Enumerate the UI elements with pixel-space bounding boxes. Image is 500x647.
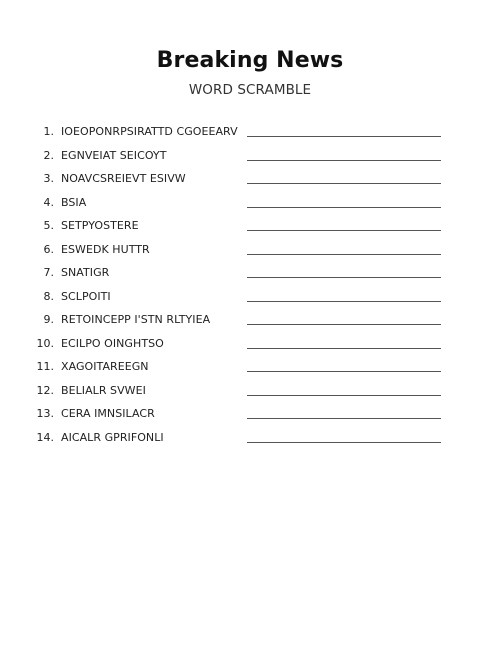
scramble-item <box>30 426 450 450</box>
item-number: 14. <box>36 430 54 444</box>
answer-line <box>247 442 441 443</box>
scrambled-word: CERA IMNSILACR <box>61 407 155 421</box>
scrambled-word: XAGOITAREEGN <box>61 360 149 374</box>
scrambled-word: ECILPO OINGHTSO <box>61 336 164 350</box>
answer-line <box>247 301 441 302</box>
scrambled-word: SNATIGR <box>61 266 110 280</box>
item-number: 11. <box>36 360 54 374</box>
item-number: 6. <box>43 242 54 256</box>
item-number: 4. <box>43 195 54 209</box>
answer-line <box>247 348 441 349</box>
scramble-item <box>30 214 450 238</box>
scrambled-word: SCLPOITI <box>61 289 111 303</box>
answer-line <box>247 183 441 184</box>
page-subtitle: WORD SCRAMBLE <box>188 82 312 98</box>
scrambled-word: BELIALR SVWEI <box>61 383 146 397</box>
scrambled-word: BSIA <box>61 195 87 209</box>
scramble-item <box>30 191 450 215</box>
scramble-item <box>30 167 450 191</box>
item-number: 2. <box>43 148 54 162</box>
answer-line <box>247 160 441 161</box>
item-number: 9. <box>43 313 54 327</box>
scramble-item <box>30 379 450 403</box>
scramble-item <box>30 402 450 426</box>
answer-line <box>247 230 441 231</box>
scramble-item <box>30 261 450 285</box>
item-number: 7. <box>43 266 54 280</box>
answer-line <box>247 418 441 419</box>
scrambled-word: AICALR GPRIFONLI <box>61 430 164 444</box>
answer-line <box>247 136 441 137</box>
page-title: Breaking News <box>156 48 344 73</box>
scramble-item <box>30 120 450 144</box>
item-number: 5. <box>43 219 54 233</box>
scramble-item <box>30 238 450 262</box>
item-number: 8. <box>43 289 54 303</box>
answer-line <box>247 395 441 396</box>
item-number: 3. <box>43 172 54 186</box>
scramble-list <box>30 120 450 449</box>
scrambled-word: ESWEDK HUTTR <box>61 242 150 256</box>
answer-line <box>247 324 441 325</box>
scramble-item <box>30 355 450 379</box>
item-number: 1. <box>43 125 54 139</box>
scrambled-word: IOEOPONRPSIRATTD CGOEEARV <box>61 125 238 139</box>
scrambled-word: RETOINCEPP I'STN RLTYIEA <box>61 313 211 327</box>
item-number: 10. <box>36 336 54 350</box>
scrambled-word: NOAVCSREIEVT ESIVW <box>61 172 186 186</box>
answer-line <box>247 371 441 372</box>
answer-line <box>247 254 441 255</box>
answer-line <box>247 207 441 208</box>
scramble-item <box>30 332 450 356</box>
scrambled-word: SETPYOSTERE <box>61 219 139 233</box>
answer-line <box>247 277 441 278</box>
item-number: 12. <box>36 383 54 397</box>
scramble-item <box>30 144 450 168</box>
scramble-item <box>30 308 450 332</box>
scrambled-word: EGNVEIAT SEICOYT <box>61 148 167 162</box>
item-number: 13. <box>36 407 54 421</box>
scramble-item <box>30 285 450 309</box>
